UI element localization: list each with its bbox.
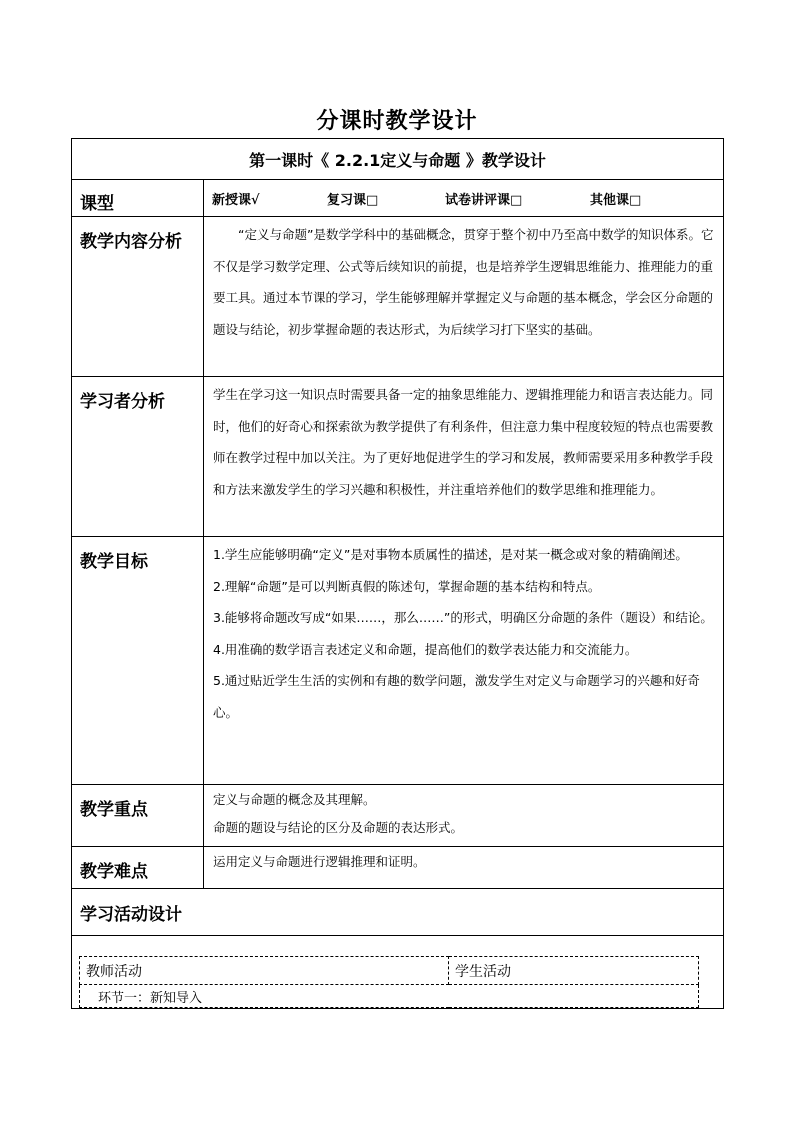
objective-item: 1.学生应能够明确“定义”是对事物本质属性的描述，是对某一概念或对象的精确阐述。 [213,547,688,562]
key-points-label: 教学重点 [72,785,204,847]
key-point-item: 命题的题设与结论的区分及命题的表达形式。 [213,820,464,835]
course-type-label: 课型 [72,180,204,217]
difficulties-text: 运用定义与命题进行逻辑推理和证明。 [213,854,426,869]
page-title: 分课时教学设计 [316,109,478,134]
activity-design-label: 学习活动设计 [72,889,724,936]
lesson-title: 第一课时《 2.2.1定义与命题 》教学设计 [72,139,724,180]
objective-item: 2.理解“命题”是可以判断真假的陈述句，掌握命题的基本结构和特点。 [213,578,601,594]
content-analysis-label: 教学内容分析 [72,217,204,377]
objectives-label: 教学目标 [72,537,204,785]
learner-analysis-text: 学生在学习这一知识点时需要具备一定的抽象思维能力、逻辑推理能力和语言表达能力。同时，他们的好奇心和探索欲为教学提供了有利条件，但注意力集中程度较短的特点也需要教师在教学过程中加以关注。为了更好地促进学生的学习和发展，教师需要采用多种教学手段和方法来激发学生的学习兴趣和积极性，并注重培养他们的数学思维和推理能力。 [213,387,714,497]
activity-table [79,956,699,1008]
learner-analysis-row [72,377,724,537]
student-activity-header: 学生活动 [449,957,699,985]
difficulties-row [72,847,724,889]
activity-table-row [72,936,724,1009]
course-type-other: 其他课□ [590,192,642,208]
objective-item: 5.通过贴近学生生活的实例和有趣的数学问题，激发学生对定义与命题学习的兴趣和好奇心。 [213,673,700,720]
lesson-design-table [71,138,724,1009]
section-intro: 环节一：新知导入 [80,985,699,1008]
course-type-review: 复习课□ [327,192,379,208]
key-point-item: 定义与命题的概念及其理解。 [213,792,376,807]
objectives-row [72,537,724,785]
activity-design-row [72,889,724,936]
objective-item: 4.用准确的数学语言表述定义和命题，提高他们的数学表达能力和交流能力。 [213,641,638,657]
teacher-activity-header: 教师活动 [80,957,449,985]
learner-analysis-label: 学习者分析 [72,377,204,537]
course-type-row [72,180,724,217]
content-analysis-text: “定义与命题”是数学学科中的基础概念，贯穿于整个初中乃至高中数学的知识体系。它不仅是学习数学定理、公式等后续知识的前提，也是培养学生逻辑思维能力、推理能力的重要工具。通过本节课的学习，学生能够理解并掌握定义与命题的基本概念，学会区分命题的题设与结论，初步掌握命题的表达形式，为后续学习打下坚实的基础。 [213,227,714,337]
course-type-exam-review: 试卷讲评课□ [445,192,523,208]
content-analysis-row [72,217,724,377]
course-type-new: 新授课√ [212,192,260,208]
difficulties-label: 教学难点 [72,847,204,889]
objective-item: 3.能够将命题改写成“如果……，那么……”的形式，明确区分命题的条件（题设）和结论。 [213,610,713,625]
lesson-title-row [72,139,724,180]
course-type-options [204,180,724,217]
key-points-row [72,785,724,847]
